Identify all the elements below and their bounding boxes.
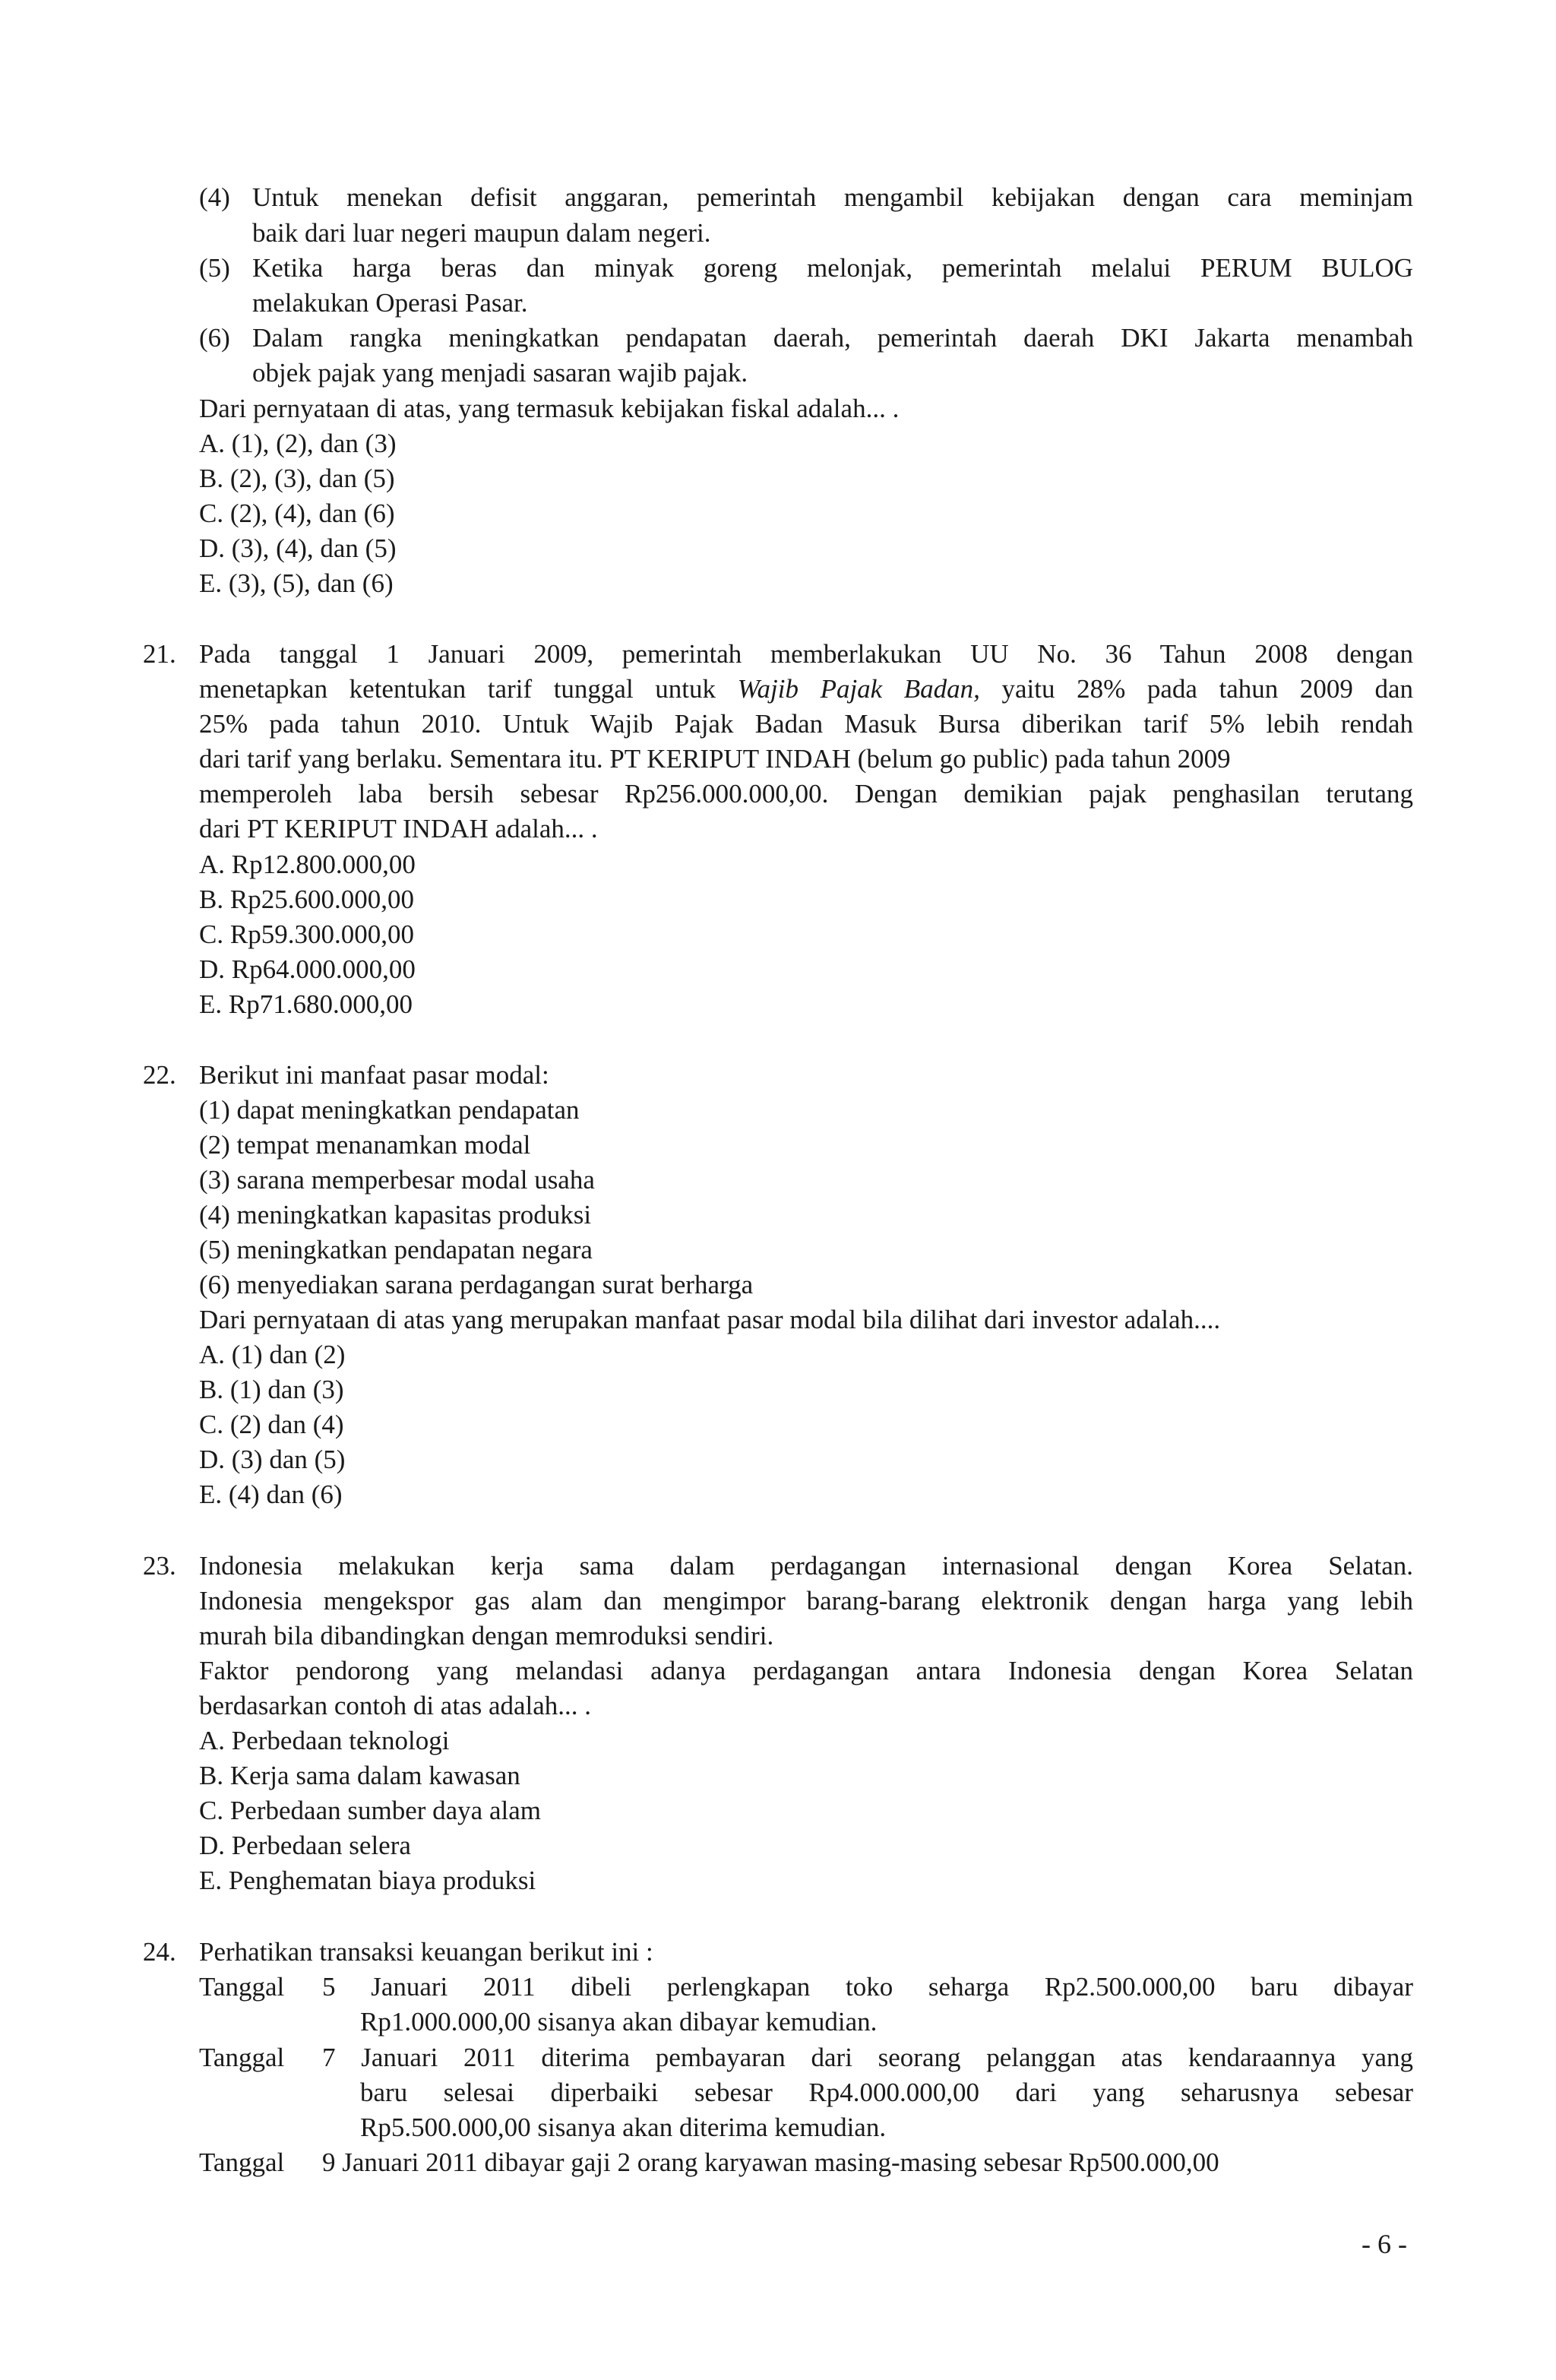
answer-option: D. (3), (4), dan (5)	[199, 533, 397, 563]
question-text: menetapkan ketentukan tarif tunggal untuk Wajib Pajak Badan, yaitu 28% pada tahun 2009 dan	[199, 674, 1413, 704]
answer-option: D. (3) dan (5)	[199, 1445, 346, 1474]
question-text: Pada tanggal 1 Januari 2009, pemerintah memberlakukan UU No. 36 Tahun 2008 dengan	[199, 639, 1413, 669]
list-item: (5) meningkatkan pendapatan negara	[199, 1235, 593, 1264]
list-item: (1) dapat meningkatkan pendapatan	[199, 1095, 580, 1125]
statement-number: (6)	[199, 323, 230, 353]
question-text: Berikut ini manfaat pasar modal:	[199, 1060, 549, 1090]
question-text: dari tarif yang berlaku. Sementara itu. PT KERIPUT INDAH (belum go public) pada tahun 2009	[199, 744, 1231, 774]
answer-option: E. (3), (5), dan (6)	[199, 568, 394, 598]
transaction-label: Tanggal	[199, 1972, 285, 2002]
answer-option: C. (2), (4), dan (6)	[199, 498, 395, 528]
answer-option: B. Kerja sama dalam kawasan	[199, 1761, 520, 1790]
italic-term: Wajib Pajak Badan,	[737, 674, 980, 704]
answer-option: E. Penghematan biaya produksi	[199, 1866, 536, 1895]
question-number: 24.	[143, 1937, 176, 1967]
list-item: (6) menyediakan sarana perdagangan surat berharga	[199, 1270, 754, 1299]
question-text: Indonesia mengekspor gas alam dan mengimpor barang-barang elektronik dengan harga yang lebih	[199, 1586, 1413, 1616]
answer-option: A. Rp12.800.000,00	[199, 850, 416, 879]
question-text: murah bila dibandingkan dengan memroduksi sendiri.	[199, 1621, 774, 1650]
question-text: 25% pada tahun 2010. Untuk Wajib Pajak Badan Masuk Bursa diberikan tarif 5% lebih rendah	[199, 709, 1413, 739]
answer-option: A. (1) dan (2)	[199, 1340, 346, 1369]
answer-option: C. Perbedaan sumber daya alam	[199, 1796, 541, 1825]
answer-option: A. (1), (2), dan (3)	[199, 429, 397, 458]
page-number: - 6 -	[1362, 2229, 1407, 2259]
transaction-text: 9 Januari 2011 dibayar gaji 2 orang karyawan masing-masing sebesar Rp500.000,00	[322, 2147, 1219, 2177]
list-item: (2) tempat menanamkan modal	[199, 1130, 531, 1160]
answer-option: B. (1) dan (3)	[199, 1375, 344, 1404]
question-prompt: Dari pernyataan di atas yang merupakan manfaat pasar modal bila dilihat dari investor adalah....	[199, 1305, 1221, 1334]
statement-number: (5)	[199, 253, 230, 283]
answer-option: C. Rp59.300.000,00	[199, 919, 414, 949]
answer-option: D. Rp64.000.000,00	[199, 954, 416, 984]
answer-option: C. (2) dan (4)	[199, 1410, 344, 1439]
transaction-label: Tanggal	[199, 2147, 285, 2177]
statement-text: Dalam rangka meningkatkan pendapatan daerah, pemerintah daerah DKI Jakarta menambah	[252, 323, 1413, 353]
answer-option: E. Rp71.680.000,00	[199, 989, 413, 1019]
question-text: berdasarkan contoh di atas adalah... .	[199, 1691, 592, 1720]
transaction-label: Tanggal	[199, 2043, 285, 2072]
question-number: 22.	[143, 1060, 176, 1090]
statement-number: (4)	[199, 182, 230, 212]
question-prompt: Dari pernyataan di atas, yang termasuk kebijakan fiskal adalah... .	[199, 394, 900, 423]
question-number: 21.	[143, 639, 176, 669]
list-item: (4) meningkatkan kapasitas produksi	[199, 1200, 592, 1230]
transaction-text: baru selesai diperbaiki sebesar Rp4.000.000,00 dari yang seharusnya sebesar	[360, 2078, 1413, 2107]
transaction-text: 5 Januari 2011 dibeli perlengkapan toko seharga Rp2.500.000,00 baru dibayar	[322, 1972, 1413, 2002]
list-item: (3) sarana memperbesar modal usaha	[199, 1165, 595, 1195]
answer-option: D. Perbedaan selera	[199, 1831, 411, 1860]
transaction-text: 7 Januari 2011 diterima pembayaran dari seorang pelanggan atas kendaraannya yang	[322, 2043, 1413, 2072]
statement-text: Ketika harga beras dan minyak goreng melonjak, pemerintah melalui PERUM BULOG	[252, 253, 1413, 283]
transaction-text: Rp1.000.000,00 sisanya akan dibayar kemudian.	[360, 2007, 878, 2037]
question-text: memperoleh laba bersih sebesar Rp256.000.000,00. Dengan demikian pajak penghasilan terutang	[199, 779, 1413, 809]
question-text: Faktor pendorong yang melandasi adanya perdagangan antara Indonesia dengan Korea Selatan	[199, 1656, 1413, 1685]
answer-option: A. Perbedaan teknologi	[199, 1726, 450, 1755]
statement-text: objek pajak yang menjadi sasaran wajib pajak.	[252, 358, 748, 388]
statement-text: Untuk menekan defisit anggaran, pemerintah mengambil kebijakan dengan cara meminjam	[252, 182, 1413, 212]
answer-option: B. Rp25.600.000,00	[199, 885, 414, 914]
question-text: dari PT KERIPUT INDAH adalah... .	[199, 814, 598, 843]
answer-option: B. (2), (3), dan (5)	[199, 464, 395, 493]
question-number: 23.	[143, 1551, 176, 1581]
question-text: Indonesia melakukan kerja sama dalam perdagangan internasional dengan Korea Selatan.	[199, 1551, 1413, 1581]
transaction-text: Rp5.500.000,00 sisanya akan diterima kemudian.	[360, 2113, 887, 2142]
question-text: Perhatikan transaksi keuangan berikut ini :	[199, 1937, 653, 1967]
statement-text: baik dari luar negeri maupun dalam negeri.	[252, 218, 711, 248]
answer-option: E. (4) dan (6)	[199, 1480, 343, 1509]
statement-text: melakukan Operasi Pasar.	[252, 288, 528, 318]
